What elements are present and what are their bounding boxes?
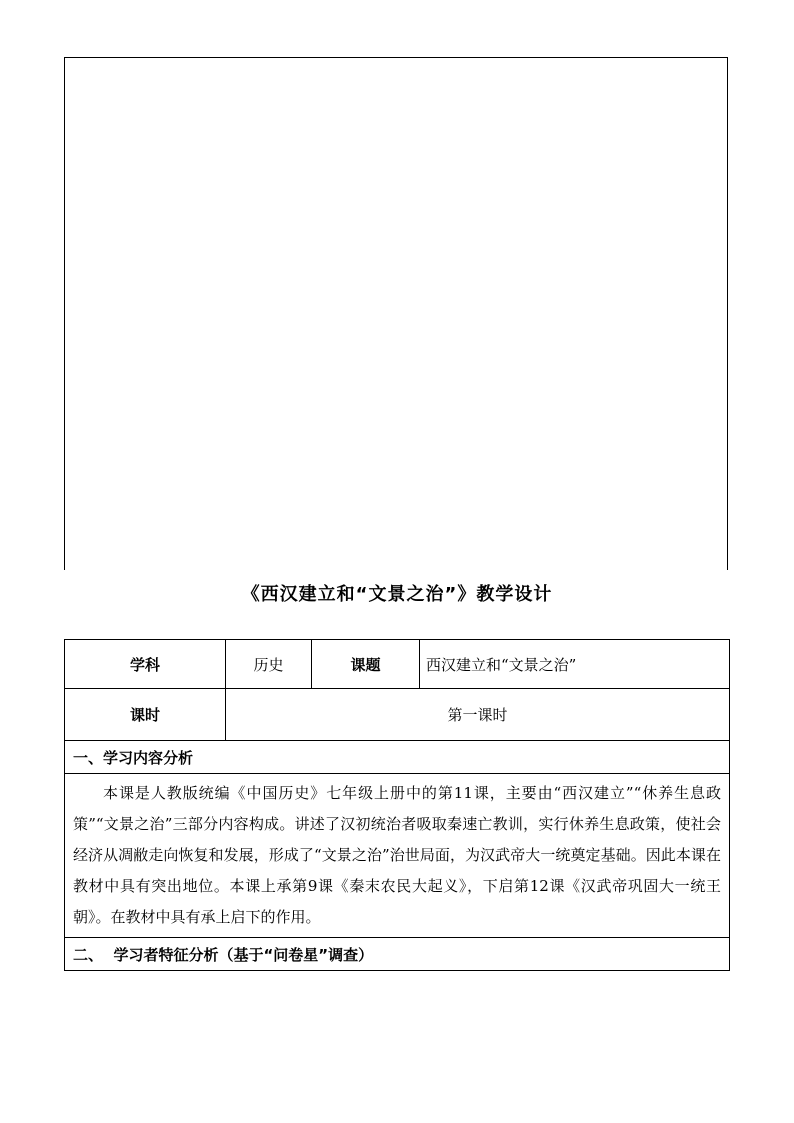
learner-analysis-heading-row	[65, 938, 730, 971]
subject-value: 历史	[226, 640, 312, 689]
topic-value: 西汉建立和“文景之治”	[420, 640, 730, 689]
subject-label: 学科	[65, 640, 226, 689]
content-analysis-body	[65, 774, 730, 938]
content-analysis-body-row	[65, 774, 730, 938]
topic-label: 课题	[312, 640, 420, 689]
content-analysis-heading-row	[65, 741, 730, 774]
content-analysis-paragraph: 本课是人教版统编《中国历史》七年级上册中的第11课，主要由“西汉建立”“休养生息政策”“文景之治”三部分内容构成。讲述了汉初统治者吸取秦速亡教训，实行休养生息政策，使社会经济从凋敝走向恢复和发展，形成了“文景之治”治世局面，为汉武帝大一统奠定基础。因此本课在教材中具有突出地位。本课上承第9课《秦末农民大起义》，下启第12课《汉武帝巩固大一统王朝》。在教材中具有承上启下的作用。	[73, 784, 721, 926]
cover-frame	[64, 57, 728, 570]
period-row	[65, 689, 730, 741]
content-analysis-heading: 一、学习内容分析	[65, 741, 730, 774]
lesson-info-table	[64, 639, 730, 971]
period-label: 课时	[65, 689, 226, 741]
learner-analysis-heading: 二、 学习者特征分析（基于“问卷星”调查）	[65, 938, 730, 971]
period-value: 第一课时	[226, 689, 730, 741]
document-title: 《西汉建立和“文景之治”》教学设计	[241, 584, 553, 605]
subject-row	[65, 640, 730, 689]
